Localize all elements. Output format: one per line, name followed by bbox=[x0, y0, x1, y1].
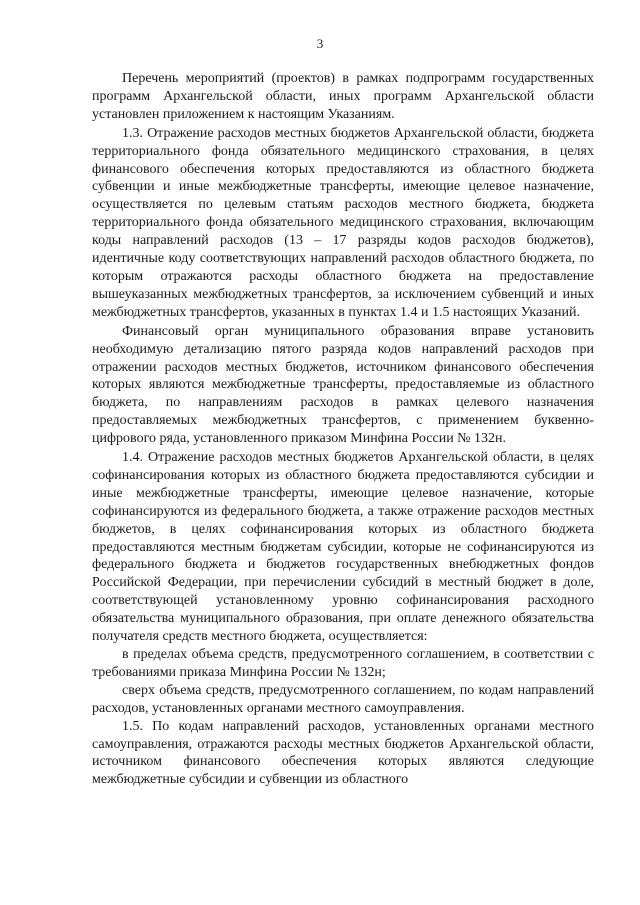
paragraph-1-4: 1.4. Отражение расходов местных бюджетов Архангельской области, в целях софинансирования которых из областного бюджета предоставляются субсидии и иные межбюджетные трансферты, имеющие целевое назначение, которые софинансируются из федерального бюджета, а также отражение расходов местных бюджетов, в целях софинансирования которых из областного бюджета предоставляются местным бюджетам субсидии, которые не софинансируются из федерального бюджета и бюджетов государственных внебюджетных фондов Российской Федерации, при перечислении субсидий в местный бюджет в доле, соответствующей установленному уровню софинансирования расходного обязательства муниципального образования, при оплате денежного обязательства получателя средств местного бюджета, осуществляется: bbox=[92, 450, 594, 645]
paragraph-above-limits: сверх объема средств, предусмотренного соглашением, по кодам направлений расходов, установленных органами местного самоуправления. bbox=[92, 682, 594, 716]
paragraph-list-of-measures: Перечень мероприятий (проектов) в рамках подпрограмм государственных программ Архангельской области, иных программ Архангельской области установлен приложением к настоящим Указаниям. bbox=[92, 71, 594, 122]
paragraph-1-3: 1.3. Отражение расходов местных бюджетов Архангельской области, бюджета территориального фонда обязательного медицинского страхования, в целях финансового обеспечения которых предоставляются из областного бюджета субвенции и иные межбюджетные трансферты, имеющие целевое назначение, осуществляется по целевым статьям расходов местного бюджета, бюджета территориального фонда обязательного медицинского страхования, включающим коды направлений расходов (13 – 17 разряды кодов расходов бюджетов), идентичные коду соответствующих направлений расходов областного бюджета, по которым отражаются расходы областного бюджета на предоставление вышеуказанных межбюджетных трансфертов, за исключением субвенций и иных межбюджетных трансфертов, указанных в пунктах 1.4 и 1.5 настоящих Указаний. bbox=[92, 125, 594, 320]
page-number: 3 bbox=[316, 36, 324, 51]
paragraph-financial-body: Финансовый орган муниципального образования вправе установить необходимую детализацию пятого разряда кодов направлений расходов при отражении расходов местных бюджетов, источником финансового обеспечения которых являются межбюджетные трансферты, предоставляемые из областного бюджета, по направлениям расходов в рамках целевого назначения предоставляемых межбюджетных трансфертов, с применением буквенно-цифрового ряда, установленного приказом Минфина России № 132н. bbox=[92, 323, 594, 447]
document-body bbox=[92, 70, 594, 789]
paragraph-1-5: 1.5. По кодам направлений расходов, установленных органами местного самоуправления, отражаются расходы местных бюджетов Архангельской области, источником финансового обеспечения которых являются следующие межбюджетные субсидии и субвенции из областного bbox=[92, 718, 594, 788]
paragraph-within-limits: в пределах объема средств, предусмотренного соглашением, в соответствии с требованиями приказа Минфина России № 132н; bbox=[92, 647, 594, 680]
